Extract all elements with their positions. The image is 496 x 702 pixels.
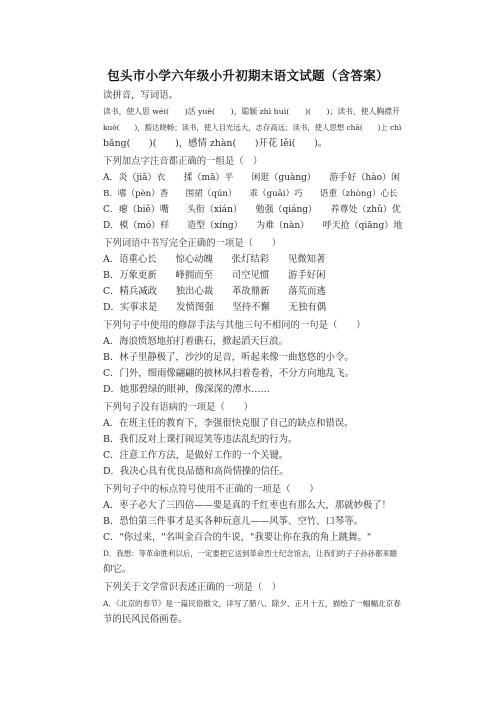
option-d-continued: 仰它。 bbox=[103, 564, 132, 575]
option-d: D．我想：等革命胜利以后，一定要把它送到革命烈士纪念馆去，让我们的子子孙孙都来瞻 bbox=[103, 549, 398, 558]
option-b: B．我们反对上课打闹逗笑等违法乱纪的行为。 bbox=[103, 434, 298, 445]
option-d: D．模（mó）样 造型（xíng） 为难（nàn） 呼天抢（qiāng）地 bbox=[103, 221, 403, 231]
option-c: C．"你过来，"名叫金百合的牛说，"我要让你在我的角上跳舞。" bbox=[103, 532, 372, 543]
option-d: D．我决心具有优良品德和高尚情操的信任。 bbox=[103, 466, 289, 477]
option-c: C．门外，细雨像翩翩的披林风扫着卷着，不分方向地乱飞。 bbox=[103, 368, 354, 379]
option-d: D．实事求是 发愤图强 坚持不懈 无独有偶 bbox=[103, 302, 327, 313]
option-a: A．海浪愤怒地拍打着礁石，掀起滔天巨浪。 bbox=[103, 336, 288, 347]
option-a: A．炎（jiǎ）衣 揉（mā）平 闲逛（guàng） 游手好（hào）闲 bbox=[103, 173, 400, 183]
pinyin-line-2: kuò( )，豁达晓畅；读书，使人目光远大，志存高远；读书，使人思想 chā( )上 chì bbox=[103, 123, 402, 132]
option-a: A．语重心长 惊心动魄 张灯结彩 见微知著 bbox=[103, 254, 326, 265]
option-c: C．精兵减政 独出心裁 革故鼎新 落荒而逃 bbox=[103, 286, 326, 297]
instruction-pinyin: 读拼音，写词语。 bbox=[103, 90, 179, 101]
option-b: B．万象更新 峰拥而至 司空见惯 游手好闲 bbox=[103, 270, 326, 281]
question-literature: 下列关于文学常识表述正确的一项是（ ） bbox=[103, 582, 282, 593]
pinyin-line-3: bǎng( )( )，感情 zhàn( )开花 lěi( )。 bbox=[103, 138, 328, 149]
option-a: A．在班主任的教育下，李强很快克服了自己的缺点和错误。 bbox=[103, 418, 354, 429]
page-title: 包头市小学六年级小升初期末语文试题（含答案） bbox=[107, 68, 389, 83]
option-c: C．瘪（biě）嘴 头衔（xián） 勉强（qiáng） 养尊处（zhǔ）优 bbox=[103, 205, 401, 215]
option-a: A．《北京的春节》是一篇民俗散文，详写了腊八、除夕、正月十五，描绘了一幅幅北京春 bbox=[103, 599, 401, 608]
option-b: B．嗜（pèn）香 围裙（qún） 乖（guāi）巧 语重（zhòng）心长 bbox=[103, 189, 398, 199]
question-punctuation: 下列句子中的标点符号使用不正确的一项是（ ） bbox=[103, 484, 319, 495]
question-spelling: 下列词语中书写完全正确的一项是（ ） bbox=[103, 238, 282, 249]
option-b: B．林子里静极了，沙沙的足音，听起来像一曲悠悠的小令。 bbox=[103, 352, 354, 363]
question-grammar: 下列句子没有语病的一项是（ ） bbox=[103, 402, 254, 413]
option-d: D．她那碧绿的眼神，像深深的潭水…… bbox=[103, 384, 270, 395]
option-c: C．注意工作方法，是做好工作的一个关键。 bbox=[103, 450, 289, 461]
question-pronunciation: 下列加点字注音都正确的一组是（ ） bbox=[103, 156, 263, 167]
option-b: B．恐怕第三件事才是买各种玩意儿——风筝、空竹、口琴等。 bbox=[103, 516, 364, 527]
pinyin-line-1: 读书，使人思 wéi( )活 yuè( )，聪颖 zhì huì( )( )；读书，使人胸襟开 bbox=[103, 107, 400, 116]
option-a: A．枣子必大了三四倍——要是真的千红枣也有那么大，那就妙极了！ bbox=[103, 500, 392, 511]
option-a-continued: 节的民风民俗画卷。 bbox=[103, 614, 188, 625]
question-rhetoric: 下列句子中使用的修辞手法与其他三句不相同的一句是（ ） bbox=[103, 320, 366, 331]
